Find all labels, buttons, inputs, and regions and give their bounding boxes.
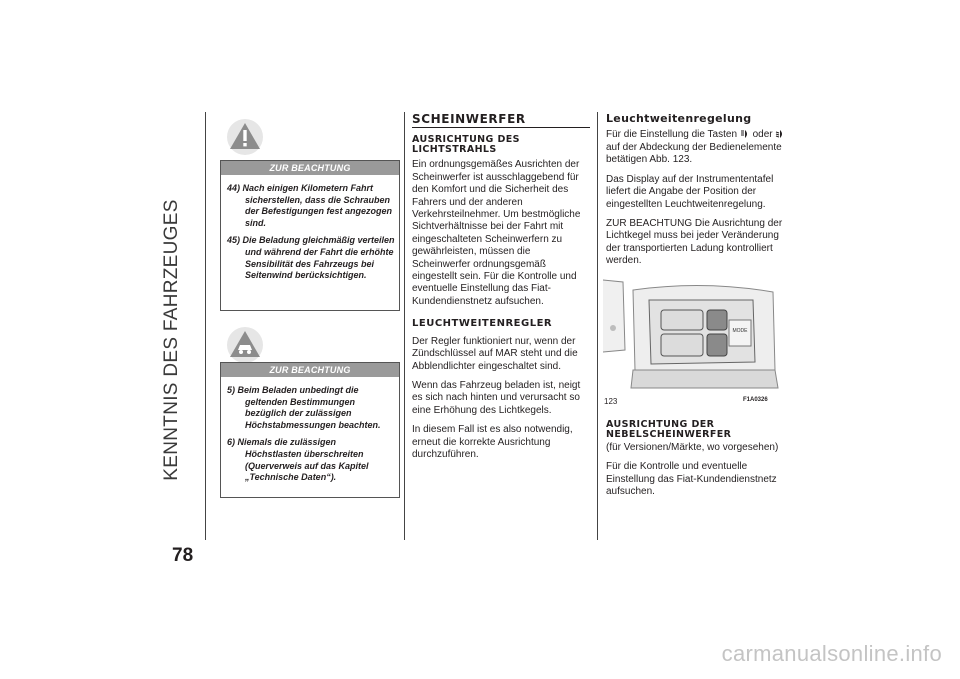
warning-item: 5) Beim Beladen unbedingt die geltenden Bestimmungen bezüglich der zulässigen Höchstabmessungen beachten. <box>227 385 381 430</box>
right-column-lower <box>606 420 786 506</box>
headlight-up-icon <box>740 129 750 140</box>
page-number: 78 <box>172 545 194 566</box>
subsection-heading: Leuchtweitenregelung <box>606 112 752 125</box>
subsection-heading: AUSRICHTUNG DER NEBELSCHEINWERFER <box>606 419 732 440</box>
column-divider-left <box>205 112 206 540</box>
column-divider-middle <box>404 112 405 540</box>
warning-box-2 <box>220 362 400 498</box>
subtitle: (für Versionen/Märkte, wo vorgesehen) <box>606 442 779 453</box>
paragraph: Das Display auf der Instrumententafel liefert die Angabe der Position der eingestellten Leuchtweitenregelung. <box>606 173 774 210</box>
figure-code: F1A0326 <box>743 397 768 403</box>
paragraph: In diesem Fall ist es also notwendig, erneut die korrekte Ausrichtung durchzuführen. <box>412 424 573 460</box>
section-title: SCHEINWERFER <box>412 113 590 128</box>
car-load-icon <box>226 326 264 364</box>
paragraph: Wenn das Fahrzeug beladen ist, neigt es sich nach hinten und verursacht so eine Erhöhung des Lichtkegels. <box>412 379 581 416</box>
subsection-heading: AUSRICHTUNG DES LICHTSTRAHLS <box>412 134 520 156</box>
column-divider-right <box>597 112 598 540</box>
chapter-title: KENNTNIS DES FAHRZEUGES <box>161 199 182 481</box>
exclamation-warning-icon <box>226 118 264 156</box>
mode-label: MODE <box>732 328 748 334</box>
right-column <box>606 113 786 275</box>
figure-number: 123 <box>604 397 618 406</box>
middle-column <box>412 113 590 468</box>
paragraph: Für die Kontrolle und eventuelle Einstellung das Fiat-Kundendienstnetz aufsuchen. <box>606 461 777 498</box>
paragraph: Ein ordnungsgemäßes Ausrichten der Scheinwerfer ist ausschlaggebend für den Komfort und die Sicherheit des Fahrers und der anderen Verkehrsteilnehmer. Um bestmögliche Sichtverhältnisse bei der Fahrt mit eingeschalteten Scheinwerfern zu gewährleisten, müssen die Scheinwerfer ordnungsgemäß eingestellt sein. Für die Kontrolle und eventuelle Einstellung das Fiat-Kundendienstnetz aufsuchen. <box>412 159 581 307</box>
watermark: carmanualsonline.info <box>721 641 942 666</box>
warning-item: 45) Die Beladung gleichmäßig verteilen und während der Fahrt die erhöhte Sensibilität des Fahrzeugs bei Seitenwind berücksichtigen. <box>227 235 395 281</box>
control-panel-illustration <box>603 270 783 410</box>
warning-box-2-list <box>221 377 399 496</box>
headlight-down-icon <box>775 129 785 140</box>
warning-box-1-list <box>221 175 399 294</box>
warning-box-1-header: ZUR BEACHTUNG <box>221 161 399 175</box>
paragraph: Der Regler funktioniert nur, wenn der Zündschlüssel auf MAR steht und die Abblendlichter eingeschaltet sind. <box>412 335 578 372</box>
warning-item: 44) Nach einigen Kilometern Fahrt sicherstellen, dass die Schrauben der Befestigungen fest angezogen sind. <box>227 183 393 228</box>
warning-item: 6) Niemals die zulässigen Höchstlasten überschreiten (Querverweis auf das Kapitel „Technische Daten“). <box>227 437 369 483</box>
subsection-heading: LEUCHTWEITENREGLER <box>412 318 553 330</box>
paragraph: ZUR BEACHTUNG Die Ausrichtung der Lichtkegel muss bei jeder Veränderung der transportierten Ladung kontrolliert werden. <box>606 217 783 267</box>
paragraph: Für die Einstellung die Tasten oder auf der Abdeckung der Bedienelemente betätigen Abb. 123. <box>606 129 786 166</box>
warning-box-2-header: ZUR BEACHTUNG <box>221 363 399 377</box>
warning-box-1 <box>220 160 400 311</box>
